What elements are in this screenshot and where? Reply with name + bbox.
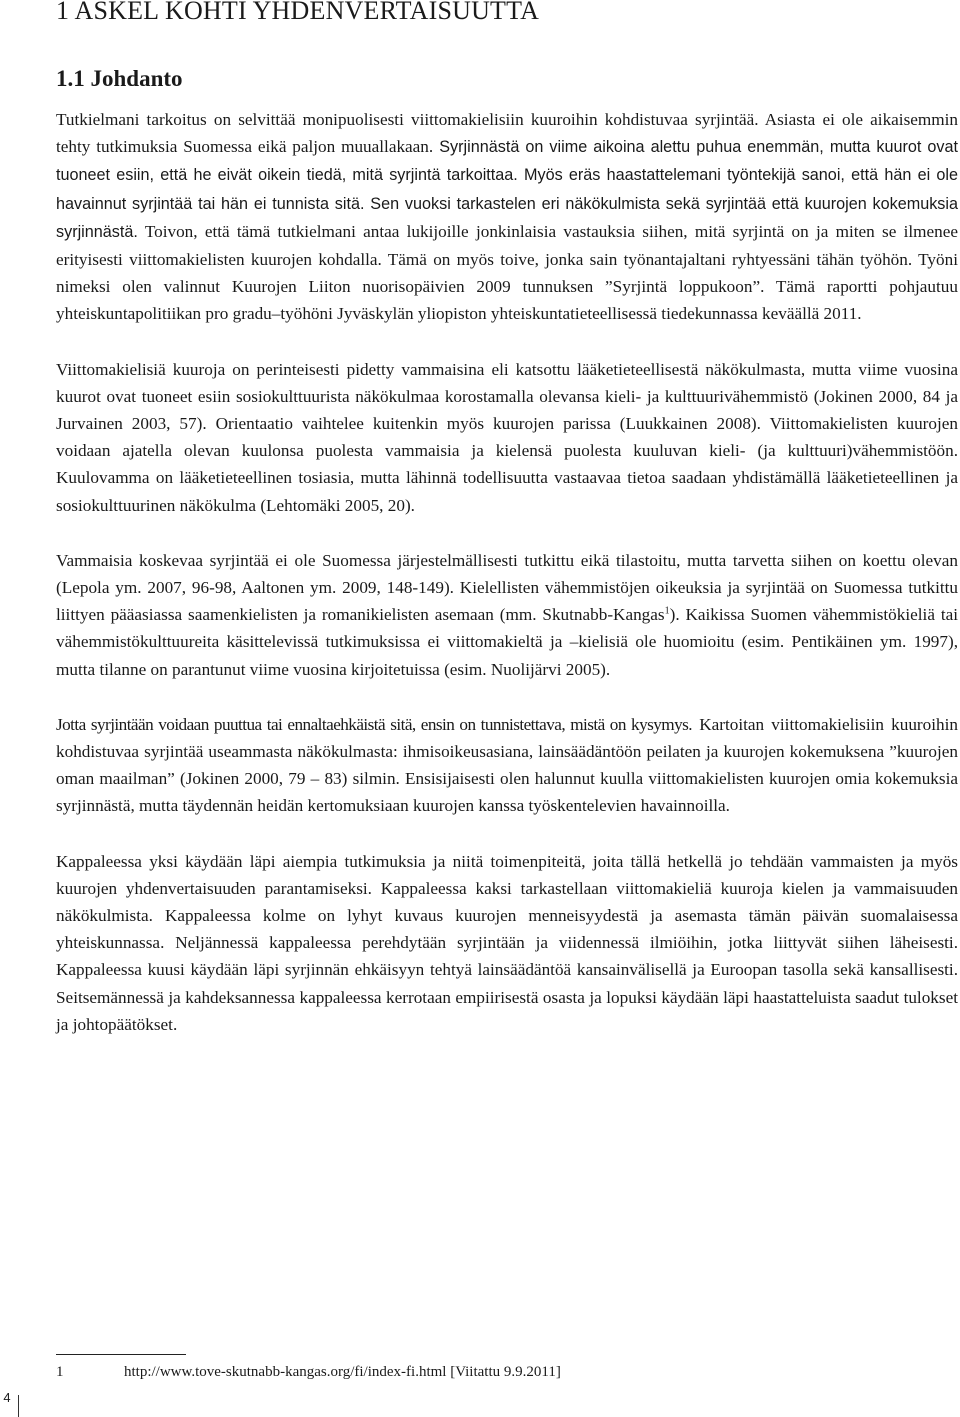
margin-line bbox=[18, 1395, 19, 1417]
footnote bbox=[56, 1364, 561, 1381]
page-number: 4 bbox=[3, 1390, 11, 1405]
paragraph-intro-part-1: Tutkielmani tarkoitus on selvittää monipuolisesti viittomakielisiin kuuroihin kohdistuvaa syrjintää. Asiasta ei ole aikaisemmin tehty tutkimuksia Suomessa eikä paljon muuallakaan. bbox=[56, 110, 958, 157]
paragraph-approach-part-2: Kartoitan viittomakielisiin kuuroihin kohdistuvaa syrjintää useammasta näkökulmasta: ihmisoikeusasiana, lainsäädäntöön peilaten ja kuurojen kokemuksena ”kuurojen oman maailman” (Jokinen 2000, 79 – 83) silmin. Ensisijaisesti olen halunnut kuulla viittomakielisten kuurojen omia kokemuksia syrjinnästä, mutta täydennän heidän kertomuksiaan kuurojen kanssa työskentelevien havainnoilla. bbox=[56, 714, 958, 816]
footnote-link[interactable]: http://www.tove-skutnabb-kangas.org/fi/index-fi.html [Viitattu 9.9.2011] bbox=[124, 1364, 561, 1380]
footnote-number: 1 bbox=[56, 1364, 64, 1380]
paragraph-deaf-perspective: Viittomakielisiä kuuroja on perinteisesti pidetty vammaisina eli katsottu lääketieteellisestä näkökulmasta, mutta viime vuosina kuurot ovat tuoneet esiin sosiokulttuurista näkökulmaa korostamalla olevansa kieli- ja kulttuurivähemmistö (Jokinen 2000, 84 ja Jurvainen 2003, 57). Orientaatio vaihtelee kuitenkin myös kuurojen parissa (Luukkainen 2008). Viittomakielisten kuurojen voidaan ajatella olevan kuulonsa puolesta vammaisia ja kielensä puolesta kuuluvan kieli- (ja kulttuuri)vähemmistöön. Kuulovamma on lääketieteellinen tosiasia, mutta lähinnä todellisuutta vastaavaa tietoa saadaan yhdistämällä lääketieteellinen ja sosiokulttuurinen näkökulma (Lehtomäki 2005, 20). bbox=[56, 359, 958, 515]
paragraph-research-gap-part-1: Vammaisia koskevaa syrjintää ei ole Suomessa järjestelmällisesti tutkittu eikä tilastoitu, mutta tarvetta siihen on koettu olevan (Lepola ym. 2007, 96-98, Aaltonen ym. 2009, 148-149). Kielellisten vähemmistöjen oikeuksia ja syrjintää on Suomessa tutkittu liittyen pääasiassa saamenkielisten ja romanikielisten asemaan (mm. Skutnabb-Kangas bbox=[56, 550, 958, 625]
footnote-rule bbox=[56, 1354, 186, 1355]
paragraph-structure: Kappaleessa yksi käydään läpi aiempia tutkimuksia ja niitä toimenpiteitä, joita tällä hetkellä jo tehdään vammaisten ja myös kuurojen yhdenvertaisuuden parantamiseksi. Kappaleessa kaksi tarkastellaan viittomakieliä kuuroja kielen ja vammaisuuden näkökulmista. Kappaleessa kolme on lyhyt kuvaus kuurojen menneisyydestä ja asemasta tämän päivän suomalaisessa yhteiskunnassa. Neljännessä kappaleessa perehdytään syrjintään ja viidennessä ilmiöihin, jotka liittyvät siihen läheisesti. Kappaleessa kuusi käydään läpi syrjinnän ehkäisyyn tehtyä lainsäädäntöä kansainvälisellä ja Euroopan tasolla sekä kansallisesti. Seitsemännessä ja kahdeksannessa kappaleessa kerrotaan empiirisestä osasta ja lopuksi käydään läpi haastatteluista saadut tulokset ja johtopäätökset. bbox=[56, 851, 958, 1034]
paragraph-intro-part-2: Syrjinnästä on viime aikoina alettu puhua enemmän, mutta kuurot ovat tuoneet esiin, että he eivät oikein tiedä, mitä syrjintä tarkoittaa. Myös eräs haastattelemani työntekijä sanoi, että hän ei ole havainnut syrjintää tai hän ei tunnista sitä. Sen vuoksi tarkastelen eri näkökulmista sekä syrjintää että kuurojen kokemuksia syrjinnästä. bbox=[56, 138, 958, 241]
footnote-reference[interactable]: 1 bbox=[664, 605, 670, 617]
paragraph-intro bbox=[56, 106, 958, 328]
document-body bbox=[56, 106, 958, 1066]
section-heading: 1.1 Johdanto bbox=[56, 66, 183, 91]
paragraph-research-gap bbox=[56, 547, 958, 683]
paragraph-intro-part-3: Toivon, että tämä tutkielmani antaa lukijoille jonkinlaisia vastauksia siihen, mitä syrjintä on ja miten se ilmenee erityisesti viittomakielisten kuurojen kohdalla. Tämä on myös toive, jonka sain työnantajaltani ryhtyessäni tähän työhön. Työni nimeksi olen valinnut Kuurojen Liiton nuorisopäivien 2009 tunnuksen ”Syrjintä loppukoon”. Tämä raportti pohjautuu yhteiskuntapolitiikan pro gradu–työhöni Jyväskylän yliopiston yhteiskuntatieteellisessä tiedekunnassa keväällä 2011. bbox=[56, 221, 958, 324]
paragraph-approach bbox=[56, 711, 958, 820]
chapter-heading: 1 ASKEL KOHTI YHDENVERTAISUUTTA bbox=[56, 0, 540, 25]
paragraph-research-gap-part-2: ). Kaikissa Suomen vähemmistökieliä tai vähemmistökulttuureita käsittelevissä tutkimuksissa ei viittomakieltä ja –kielisiä ole huomioitu (esim. Pentikäinen ym. 1997), mutta tilanne on parantunut viime vuosina kirjoitetuissa (esim. Nuolijärvi 2005). bbox=[56, 605, 958, 679]
paragraph-approach-part-1: Jotta syrjintään voidaan puuttua tai ennaltaehkäistä sitä, ensin on tunnistettava, mistä on kysymys. bbox=[56, 714, 693, 734]
